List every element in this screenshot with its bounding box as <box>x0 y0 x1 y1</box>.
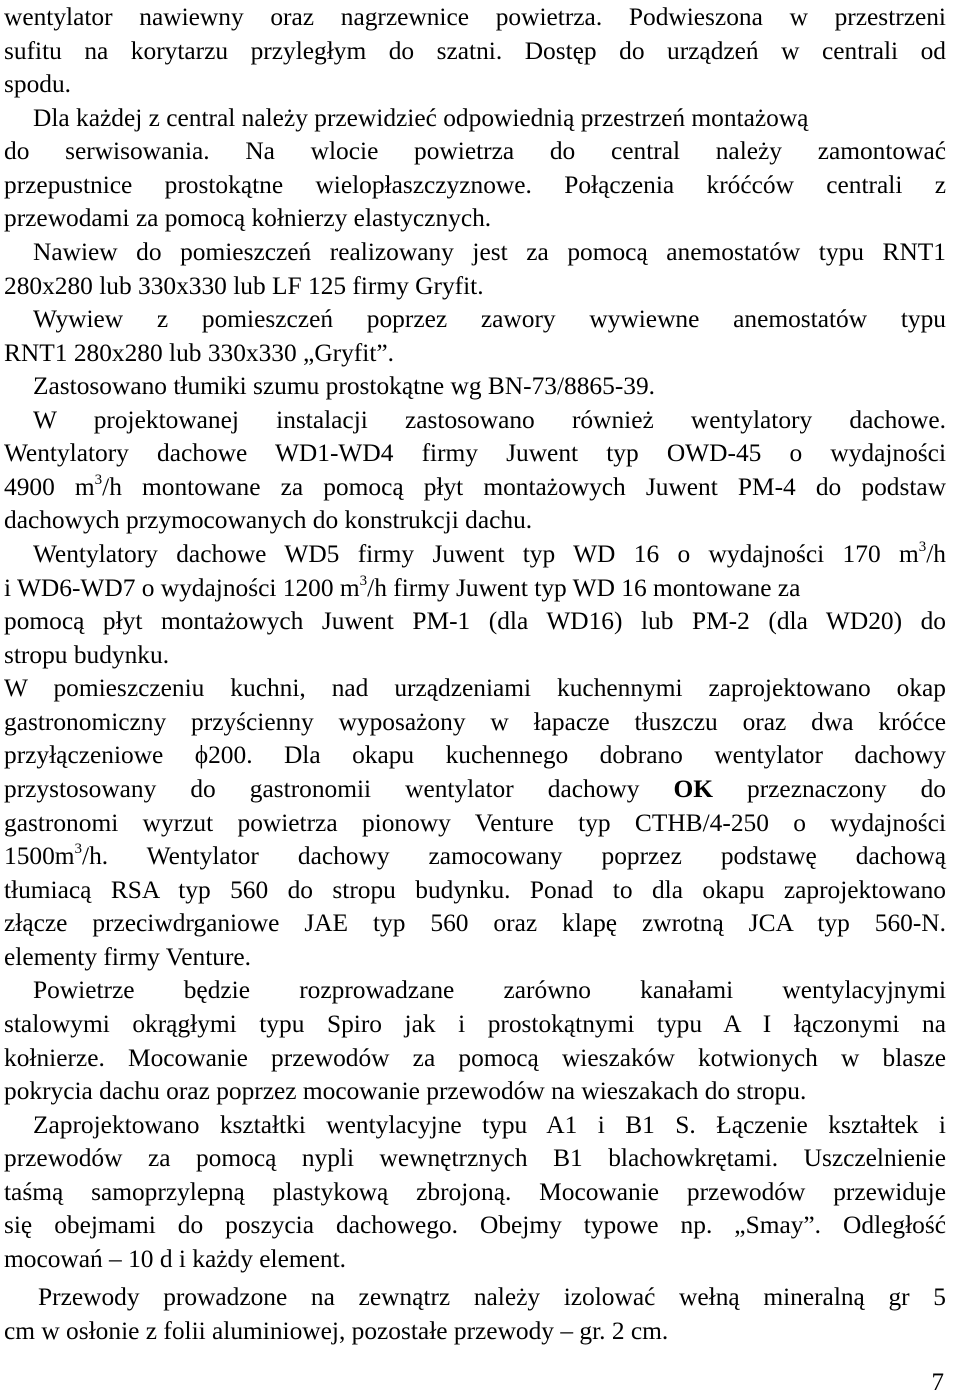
text-run: wentylator nawiewny oraz nagrzewnice powietrza. Podwieszona w przestrzeni <box>4 3 946 31</box>
text-line <box>4 604 946 638</box>
text-line <box>4 134 946 168</box>
text-line <box>33 369 946 403</box>
text-line <box>4 34 946 68</box>
text-line <box>4 940 946 974</box>
text-run: Wywiew z pomieszczeń poprzez zawory wywiewne anemostatów typu <box>33 305 946 333</box>
superscript: 3 <box>918 539 927 555</box>
text-line <box>4 738 946 772</box>
text-run: gastronomi wyrzut powietrza pionowy Venture typ CTHB/4-250 o wydajności <box>4 809 946 837</box>
text-run: Dla każdej z central należy przewidzieć odpowiednią przestrzeń montażową <box>33 104 809 132</box>
text-line <box>4 638 946 672</box>
text-run: Zaprojektowano kształtki wentylacyjne typu A1 i B1 S. Łączenie kształtek i <box>33 1111 946 1139</box>
text-line <box>4 67 946 101</box>
bold-text: OK <box>673 775 713 803</box>
text-run: i WD6-WD7 o wydajności 1200 $m^3/h$ firmy Juwent typ WD 16 montowane za <box>4 573 801 602</box>
text-line <box>4 503 946 537</box>
text-line <box>4 269 946 303</box>
text-run: dachowych przymocowanych do konstrukcji dachu. <box>4 506 533 534</box>
text-line <box>4 906 946 940</box>
text-line <box>4 571 946 605</box>
text-run: Zastosowano tłumiki szumu prostokątne wg BN-73/8865-39. <box>33 372 656 400</box>
text-run: taśmą samoprzylepną plastykową zbrojoną. Mocowanie przewodów przewiduje <box>4 1178 946 1206</box>
text-line <box>38 1280 946 1314</box>
text-line <box>4 1007 946 1041</box>
text-run: elementy firmy Venture. <box>4 943 252 971</box>
text-run: się obejmami do poszycia dachowego. Obejmy typowe np. „Smay”. Odległość <box>4 1211 946 1239</box>
text-line <box>4 0 946 34</box>
text-run: RNT1 280x280 lub 330x330 „Gryfit”. <box>4 339 394 367</box>
text-line <box>33 101 946 135</box>
text-run: przewodów za pomocą nypli wewnętrznych B1 blachowkrętami. Uszczelnienie <box>4 1144 946 1172</box>
text-run: kołnierze. Mocowanie przewodów za pomocą wieszaków kotwionych w blasze <box>4 1044 946 1072</box>
text-run: przepustnice prostokątne wielopłaszczyznowe. Połączenia króćców centrali z <box>4 171 946 199</box>
text-line <box>4 1314 946 1348</box>
text-run: Wentylatory dachowe WD1-WD4 firmy Juwent typ OWD-45 o wydajności <box>4 439 946 467</box>
text-run: gastronomiczny przyścienny wyposażony w łapacze tłuszczu oraz dwa króćce <box>4 708 946 736</box>
text-line <box>4 873 946 907</box>
text-run: tłumiacą RSA typ 560 do stropu budynku. Ponad to dla okapu zaprojektowano <box>4 876 946 904</box>
text-run: $1500m^3/h$. Wentylator dachowy zamocowany poprzez podstawę dachową <box>4 841 946 870</box>
text-line <box>33 1108 946 1142</box>
text-run: przyłączeniowe ϕ200. Dla okapu kuchennego dobrano wentylator dachowy <box>4 741 946 769</box>
text-run: przystosowany do gastronomii wentylator dachowy OK przeznaczony do <box>4 775 946 803</box>
page-number: 7 <box>931 1369 944 1396</box>
text-line <box>4 436 946 470</box>
text-line <box>4 470 946 504</box>
text-run: 280x280 lub 330x330 lub LF 125 firmy Gryfit. <box>4 272 484 300</box>
text-line <box>4 1041 946 1075</box>
text-run: cm w osłonie z folii aluminiowej, pozostałe przewody – gr. 2 cm. <box>4 1317 669 1345</box>
text-line <box>4 168 946 202</box>
text-line <box>4 1208 946 1242</box>
superscript: 3 <box>74 841 83 857</box>
text-run: przewodami za pomocą kołnierzy elastycznych. <box>4 204 492 232</box>
text-run: pomocą płyt montażowych Juwent PM-1 (dla WD16) lub PM-2 (dla WD20) do <box>4 607 946 635</box>
text-line <box>4 1141 946 1175</box>
text-line <box>33 302 946 336</box>
text-run: spodu. <box>4 70 72 98</box>
text-run: Przewody prowadzone na zewnątrz należy izolować wełną mineralną gr 5 <box>38 1283 946 1311</box>
text-run: pokrycia dachu oraz poprzez mocowanie przewodów na wieszakach do stropu. <box>4 1077 807 1105</box>
text-run: Powietrze będzie rozprowadzane zarówno kanałami wentylacyjnymi <box>33 976 946 1004</box>
text-line <box>4 1175 946 1209</box>
text-run: do serwisowania. Na wlocie powietrza do central należy zamontować <box>4 137 946 165</box>
superscript: 3 <box>94 472 103 488</box>
text-line <box>33 403 946 437</box>
text-line <box>4 336 946 370</box>
text-line <box>4 705 946 739</box>
text-line <box>33 537 946 571</box>
text-line <box>4 806 946 840</box>
text-line <box>4 839 946 873</box>
superscript: 3 <box>359 573 368 589</box>
text-run: 4900 $m^3/h$ montowane za pomocą płyt montażowych Juwent PM-4 do podstaw <box>4 472 946 501</box>
text-line <box>4 1242 946 1276</box>
text-run: stropu budynku. <box>4 641 170 669</box>
text-run: mocowań – 10 d i każdy element. <box>4 1245 346 1273</box>
text-run: sufitu na korytarzu przyległym do szatni. Dostęp do urządzeń w centrali od <box>4 37 946 65</box>
text-run: stalowymi okrągłymi typu Spiro jak i prostokątnymi typu A I łączonymi na <box>4 1010 946 1038</box>
text-line <box>4 1074 946 1108</box>
text-run: złącze przeciwdrganiowe JAE typ 560 oraz klapę zwrotną JCA typ 560-N. <box>4 909 946 937</box>
text-run: Wentylatory dachowe WD5 firmy Juwent typ WD 16 o wydajności 170 $m^3/h$ <box>33 539 946 568</box>
text-line <box>33 235 946 269</box>
text-run: W pomieszczeniu kuchni, nad urządzeniami kuchennymi zaprojektowano okap <box>4 674 946 702</box>
text-line <box>33 973 946 1007</box>
text-run: W projektowanej instalacji zastosowano również wentylatory dachowe. <box>33 406 946 434</box>
text-line <box>4 201 946 235</box>
text-line <box>4 772 946 806</box>
text-line <box>4 671 946 705</box>
text-run: Nawiew do pomieszczeń realizowany jest za pomocą anemostatów typu RNT1 <box>33 238 946 266</box>
